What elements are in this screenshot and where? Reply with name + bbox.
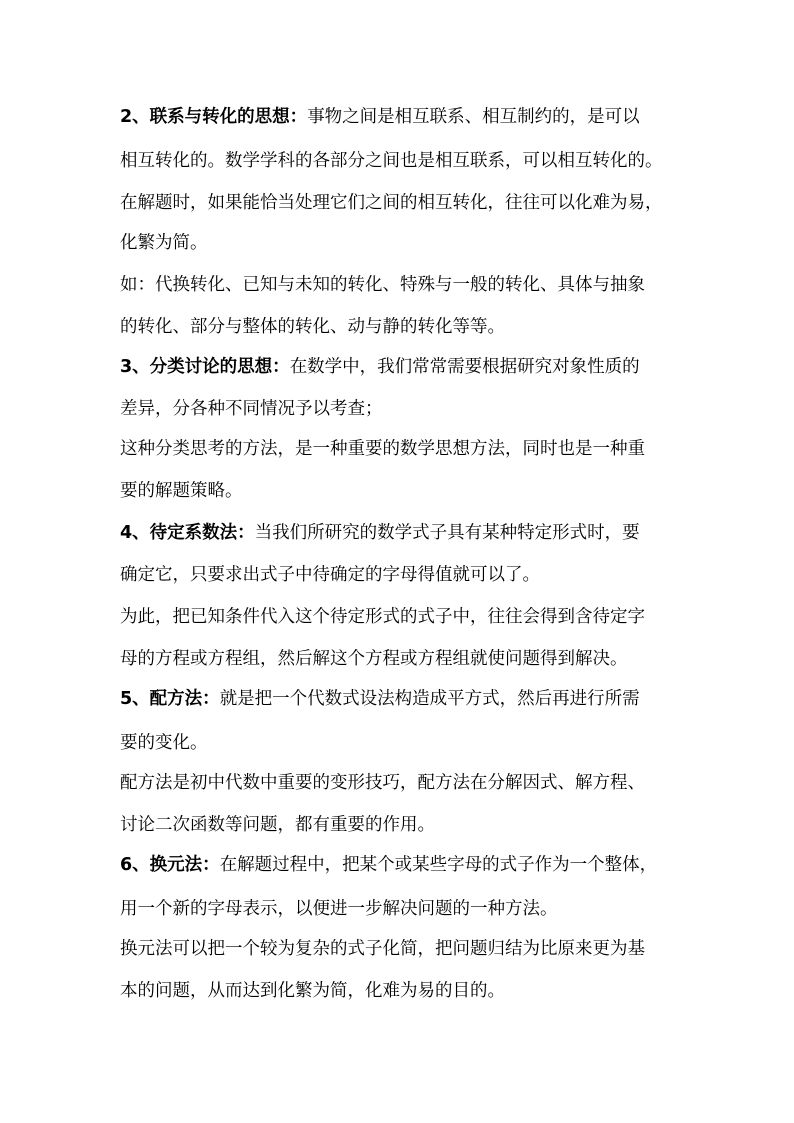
section-heading-3: 3、分类讨论的思想： [120, 357, 290, 377]
text-line [120, 520, 690, 546]
text-line [120, 190, 690, 216]
line-text: 用一个新的字母表示，以便进一步解决问题的一种方法。 [120, 899, 558, 919]
line-text: 要的解题策略。 [120, 481, 243, 501]
text-line [120, 436, 690, 462]
text-line [120, 396, 690, 422]
line-text: 为此，把已知条件代入这个待定形式的式子中，往往会得到含待定字 [120, 607, 645, 627]
text-line [120, 686, 690, 712]
line-text: 母的方程或方程组，然后解这个方程或方程组就使问题得到解决。 [120, 649, 628, 669]
section-heading-2: 2、联系与转化的思想： [120, 107, 308, 127]
text-line [120, 272, 690, 298]
line-text: 在数学中，我们常常需要根据研究对象性质的 [289, 357, 640, 377]
text-line [120, 978, 690, 1004]
line-text: 本的问题，从而达到化繁为简，化难为易的目的。 [120, 981, 505, 1001]
text-line [120, 148, 690, 174]
line-text: 在解题过程中，把某个或某些字母的式子作为一个整体， [219, 855, 658, 875]
line-text: 就是把一个代数式设法构造成平方式，然后再进行所需 [219, 689, 640, 709]
line-text: 当我们所研究的数学式子具有某种特定形式时，要 [254, 523, 640, 543]
line-text: 要的变化。 [120, 733, 208, 753]
line-text: 相互转化的。数学学科的各部分之间也是相互联系，可以相互转化的。 [120, 151, 663, 171]
line-text: 确定它，只要求出式子中待确定的字母得值就可以了。 [120, 565, 540, 585]
text-line [120, 646, 690, 672]
text-line [120, 852, 690, 878]
line-text: 的转化、部分与整体的转化、动与静的转化等等。 [120, 317, 505, 337]
line-text: 如：代换转化、已知与未知的转化、特殊与一般的转化、具体与抽象 [120, 275, 645, 295]
line-text: 化繁为简。 [120, 233, 208, 253]
text-line [120, 478, 690, 504]
text-line [120, 896, 690, 922]
text-line [120, 104, 690, 130]
text-line [120, 730, 690, 756]
text-line [120, 936, 690, 962]
line-text: 事物之间是相互联系、相互制约的，是可以 [307, 107, 640, 127]
line-text: 配方法是初中代数中重要的变形技巧，配方法在分解因式、解方程、 [120, 773, 645, 793]
text-line [120, 562, 690, 588]
text-line [120, 604, 690, 630]
section-heading-6: 6、换元法： [120, 855, 220, 875]
line-text: 讨论二次函数等问题，都有重要的作用。 [120, 815, 435, 835]
line-text: 换元法可以把一个较为复杂的式子化简，把问题归结为比原来更为基 [120, 939, 645, 959]
text-line [120, 770, 690, 796]
line-text: 差异，分各种不同情况予以考查； [120, 399, 383, 419]
section-heading-5: 5、配方法： [120, 689, 220, 709]
text-line [120, 812, 690, 838]
line-text: 在解题时，如果能恰当处理它们之间的相互转化，往往可以化难为易， [120, 193, 663, 213]
text-line [120, 230, 690, 256]
text-line [120, 314, 690, 340]
section-heading-4: 4、待定系数法： [120, 523, 255, 543]
line-text: 这种分类思考的方法，是一种重要的数学思想方法，同时也是一种重 [120, 439, 645, 459]
text-line [120, 354, 690, 380]
